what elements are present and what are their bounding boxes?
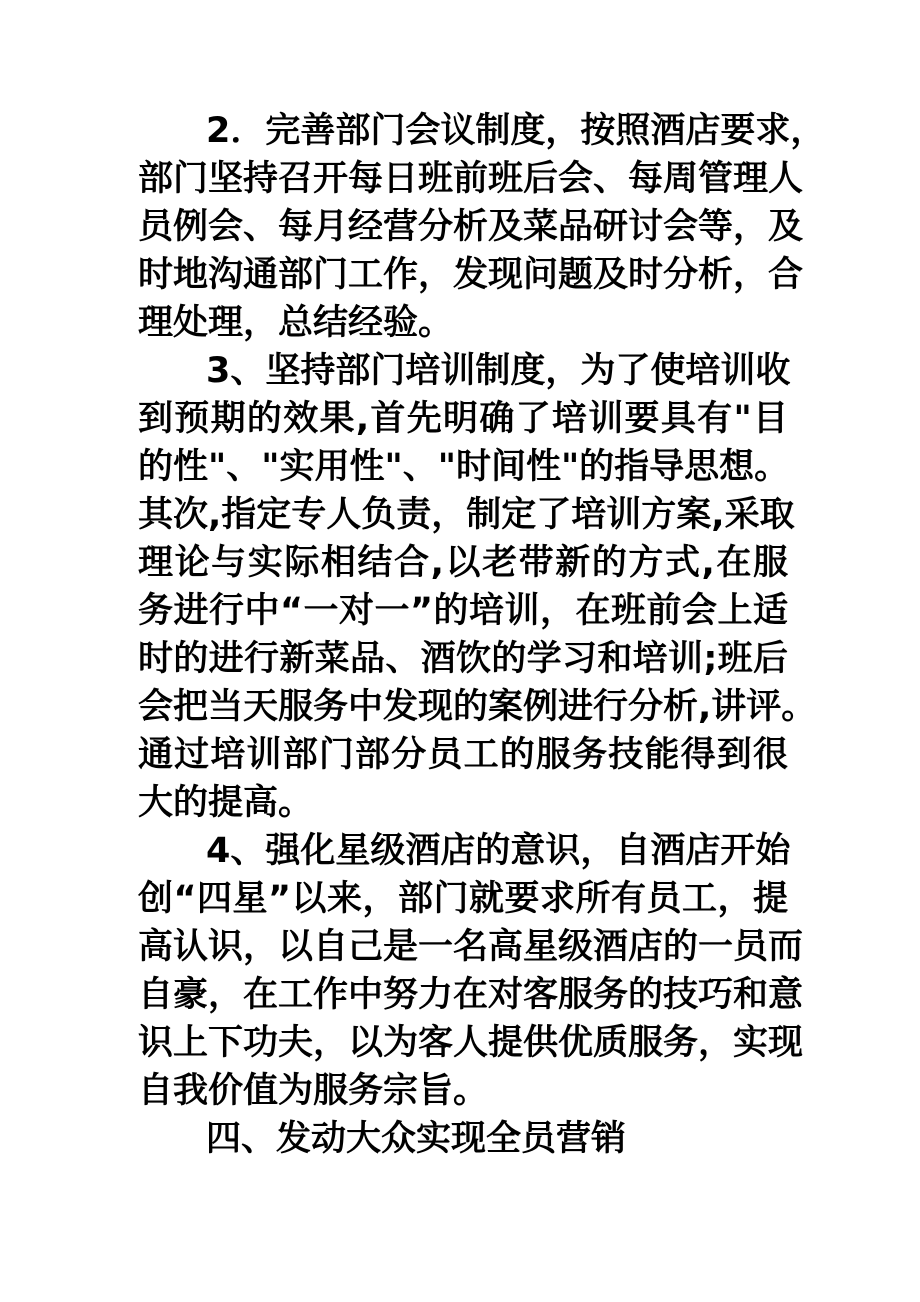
text-line: 高认识，以自己是一名高星级酒店的一员而 bbox=[138, 927, 804, 967]
text-line: 创“四星”以来，部门就要求所有员工，提 bbox=[138, 879, 788, 919]
text-line: 理论与实际相结合,以老带新的方式,在服 bbox=[138, 543, 788, 583]
text-line: 其次,指定专人负责，制定了培训方案,采取 bbox=[138, 495, 795, 535]
text-line: 到预期的效果,首先明确了培训要具有"目 bbox=[138, 399, 788, 439]
text-line: 会把当天服务中发现的案例进行分析,讲评。 bbox=[138, 687, 817, 727]
text-line: 务进行中“一对一”的培训，在班前会上适 bbox=[138, 591, 788, 631]
text-line: 时地沟通部门工作，发现问题及时分析，合 bbox=[138, 255, 804, 295]
text-line: 识上下功夫，以为客人提供优质服务，实现 bbox=[138, 1023, 804, 1063]
text-line: 理处理，总结经验。 bbox=[138, 303, 454, 343]
document-body bbox=[138, 107, 826, 1163]
text-line: 自豪，在工作中努力在对客服务的技巧和意 bbox=[138, 975, 804, 1015]
text-line: 四、发动大众实现全员营销 bbox=[206, 1119, 627, 1159]
text-line: 4、强化星级酒店的意识，自酒店开始 bbox=[206, 831, 791, 871]
text-line: 自我价值为服务宗旨。 bbox=[138, 1071, 489, 1111]
text-line: 部门坚持召开每日班前班后会、每周管理人 bbox=[138, 159, 804, 199]
text-line: 时的进行新菜品、酒饮的学习和培训;班后 bbox=[138, 639, 788, 679]
text-line: 大的提高。 bbox=[138, 783, 314, 823]
text-line: 员例会、每月经营分析及菜品研讨会等，及 bbox=[138, 207, 804, 247]
text-line: 3、坚持部门培训制度，为了使培训收 bbox=[206, 351, 791, 391]
text-line: 的性"、"实用性"、"时间性"的指导思想。 bbox=[138, 447, 790, 487]
text-line: 2．完善部门会议制度，按照酒店要求， bbox=[206, 111, 826, 151]
text-line: 通过培训部门部分员工的服务技能得到很 bbox=[138, 735, 788, 775]
